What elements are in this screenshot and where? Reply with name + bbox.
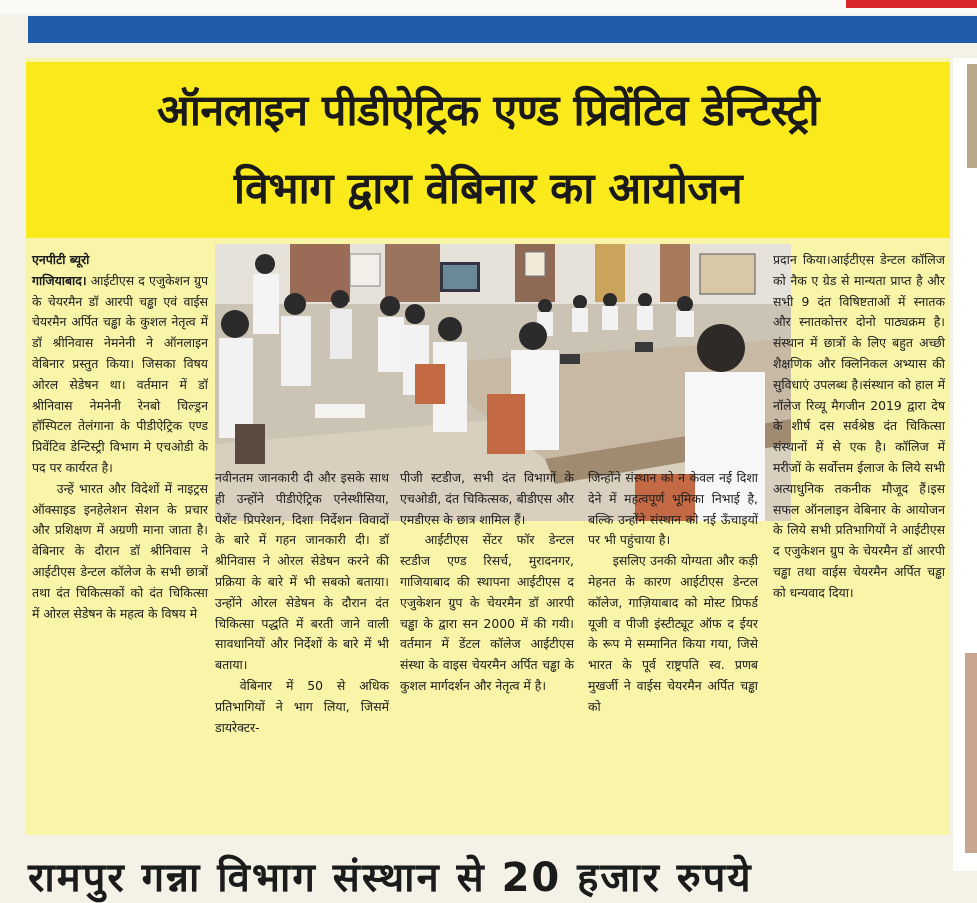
adjacent-photo-edge (967, 64, 977, 168)
column-2-paragraph-1: नवीनतम जानकारी दी और इसके साथ ही उन्होंने पीडीऐट्रिक एनेस्थीसिया, पेशेंट प्रिपरेशन, दिशा निर्देशन विवादों के बारे में गहन जानकारी दी। डॉ श्रीनिवास ने ओरल सेडेषन करने की प्रक्रिया के बारे में भी सबको बताया। उन्होंने ओरल सेडेषन के दौरान दंत चिकित्सा पद्धति में बरती जाने वाली सावधानियों और निर्देशों के बारे में भी बताया। (215, 470, 389, 673)
headline-line-2: विभाग द्वारा वेबिनार का आयोजन (233, 164, 743, 214)
column-4-paragraph-1: जिन्होंने संस्थान को न केवल नई दिशा देने में महत्वपूर्ण भूमिका निभाई है, बल्कि उन्होंने संस्थान को नई ऊँचाइयों पर भी पहुंचाया है। (588, 470, 758, 548)
article-column-1 (32, 250, 208, 624)
column-1-paragraph-1: आईटीएस द एजुकेशन ग्रुप के चेयरमैन डॉ आरपी चड्ढा एवं वाईस चेयरमैन अर्पित चड्ढा के कुशल नेतृत्व में डॉ श्रीनिवास नेमनेनी ने ऑनलाइन वेबिनार प्रस्तुत किया। जिसका विषय ओरल सेडेषन था। वर्तमान में डॉ श्रीनिवास नेमनेनी रेनबो चिल्ड्रन हॉस्पिटल तेलंगाना के पीडीऐट्रिक एण्ड प्रिवेंटिव डेन्टिस्ट्री विभाग मे एचओडी के पद पर कार्यरत है। (32, 272, 208, 475)
byline: एनपीटी ब्यूरो (32, 252, 90, 267)
dateline: गाजियाबाद। (32, 272, 87, 288)
article-column-4 (588, 468, 758, 718)
next-article-headline (20, 842, 950, 901)
column-5-paragraph-1: प्रदान किया।आईटीएस डेन्टल कॉलिज को नैक ए ग्रेड से मान्यता प्राप्त है और सभी 9 दंत विषिष्टताओं में स्नातक और स्नातकोत्तर दोनो पाठ्यक्रम है। संस्थान में छात्रों के लिए बहुत अच्छी शैक्षणिक और क्लिनिकल अभ्यास की सुविधाएं उपलब्ध है।संस्थान को हाल में नॉलेज रिव्यू मैगजीन 2019 द्वारा देष के शीर्ष दस सर्वश्रेष्ठ दंत चिकित्सा संस्थानों में से एक है। कॉलिज में मरीजों के सर्वोत्तम ईलाज के लिये सभी अत्याधुनिक तकनीक मौजूद हैं।इस सफल ऑनलाइन वेबिनार के आयोजन के लिये सभी प्रतिभागियों ने आईटीएस द एजुकेशन ग्रुप के चेयरमैन डॉ आरपी चड्ढा तथा वाईस चेयरमैन अर्पित चड्ढा को धन्यवाद दिया। (773, 252, 945, 600)
column-2-paragraph-2: वेबिनार में 50 से अधिक प्रतिभागियों ने भाग लिया, जिसमें डायरेक्टर- (215, 677, 389, 735)
column-4-paragraph-2: इसलिए उनकी योग्यता और कड़ी मेहनत के कारण आईटीएस डेन्टल कॉलेज, गाज़ियाबाद को मोस्ट प्रिफर्ड यूजी व पीजी इंस्टीट्यूट ऑफ द ईयर के रूप मे सम्मानित किया गया, जिसे भारत के पूर्व राष्ट्रपति स्व. प्रणब मुखर्जी ने वाईस चेयरमैन अर्पित चड्ढा को (588, 553, 758, 714)
adjacent-photo-edge-2 (965, 653, 977, 853)
column-1-paragraph-2: उन्हें भारत और विदेशों में नाइट्रस ऑक्साइड इनहेलेशन सेशन के प्रचार और प्रशिक्षण में अग्रणी माना जाता है।वेबिनार के दौरान डॉ श्रीनिवास ने आईटीएस डेन्टल कॉलेज के सभी छात्रों तथा दंत चिकित्सकों को दंत चिकित्सा में ओरल सेडेषन के महत्व के विषय मे (32, 480, 208, 621)
section-header-bar (28, 16, 977, 43)
headline-line-1: ऑनलाइन पीडीऐट्रिक एण्ड प्रिवेंटिव डेन्टिस्ट्री (156, 86, 820, 136)
column-3-paragraph-1: पीजी स्टडीज, सभी दंत विभागों के एचओडी, दंत चिकित्सक, बीडीएस और एमडीएस के छात्र शामिल हैं। (400, 470, 574, 527)
column-3-paragraph-2: आईटीएस सेंटर फॉर डेन्टल स्टडीज एण्ड रिसर्च, मुरादनगर, गाजियाबाद की स्थापना आईटीएस द एजुकेशन ग्रुप के चेयरमैन डॉ आरपी चड्ढा के द्वारा सन 2000 में की गयी। वर्तमान में डेंटल कॉलेज आईटीएस संस्था के वाइस चेयरमैन अर्पित चड्ढा के कुशल मार्गदर्शन और नेतृत्व में है। (400, 532, 574, 693)
headline-box (26, 62, 950, 238)
page-top-strip (0, 0, 977, 14)
article-column-5 (773, 250, 945, 604)
article-column-3 (400, 468, 574, 697)
section-tag (846, 0, 977, 8)
adjacent-article-edge (953, 58, 977, 871)
article-column-2 (215, 468, 389, 738)
next-headline-text: रामपुर गन्ना विभाग संस्थान से 20 हजार रुपये (28, 855, 753, 901)
news-article (26, 58, 950, 835)
